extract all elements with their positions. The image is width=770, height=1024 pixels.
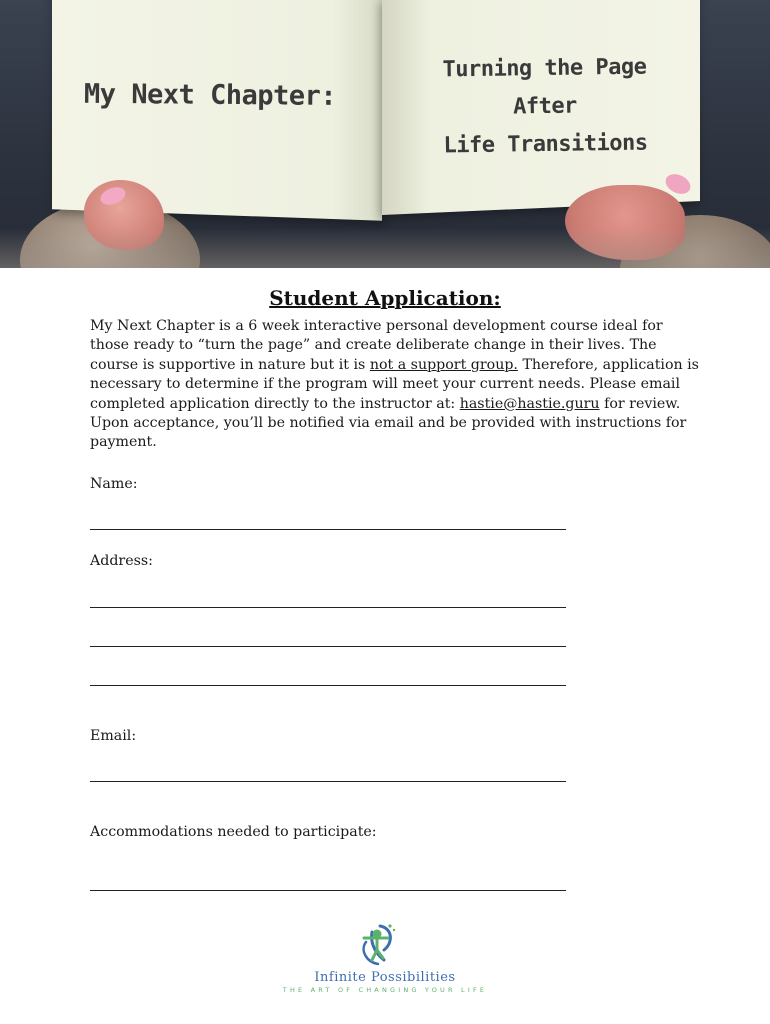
address-label: Address:	[90, 553, 153, 569]
header-banner-image	[0, 0, 770, 268]
banner-fade	[0, 228, 770, 268]
infinite-possibilities-logo	[270, 920, 500, 1000]
banner-title-right	[409, 48, 681, 166]
page-title: Student Application:	[269, 286, 501, 310]
address-field-line-2[interactable]	[90, 646, 566, 647]
banner-title-line-3: Life Transitions	[443, 130, 648, 159]
name-field[interactable]	[90, 529, 566, 530]
accommodations-label: Accommodations needed to participate:	[90, 824, 377, 840]
intro-text-2: Therefore, application is necessary to determine if the program will meet your current needs. Please email completed application directly to the instructor at:	[90, 356, 699, 412]
logo-tagline: THE ART OF CHANGING YOUR LIFE	[282, 986, 488, 994]
banner-title-line-2: After	[512, 93, 578, 120]
figure-swirl-icon	[350, 920, 410, 970]
logo-name: Infinite Possibilities	[314, 970, 456, 985]
address-field-line-1[interactable]	[90, 607, 566, 608]
banner-title-left: My Next Chapter:	[83, 78, 337, 112]
intro-underlined-text: not a support group.	[369, 356, 518, 373]
intro-paragraph	[90, 317, 700, 453]
address-field-line-3[interactable]	[90, 685, 566, 686]
intro-text-3: for review. Upon acceptance, you’ll be notified via email and be provided with instructions for payment.	[90, 395, 687, 451]
email-field[interactable]	[90, 781, 566, 782]
banner-title-line-1: Turning the Page	[442, 54, 647, 83]
instructor-email-link[interactable]: hastie@hastie.guru	[459, 395, 600, 412]
email-label: Email:	[90, 728, 137, 744]
accommodations-field[interactable]	[90, 890, 566, 891]
intro-text-1: My Next Chapter is a 6 week interactive personal development course ideal for those ready to “turn the page” and create deliberate change in their lives. The course is supportive in nature but it is	[90, 318, 663, 373]
name-label: Name:	[90, 476, 138, 492]
